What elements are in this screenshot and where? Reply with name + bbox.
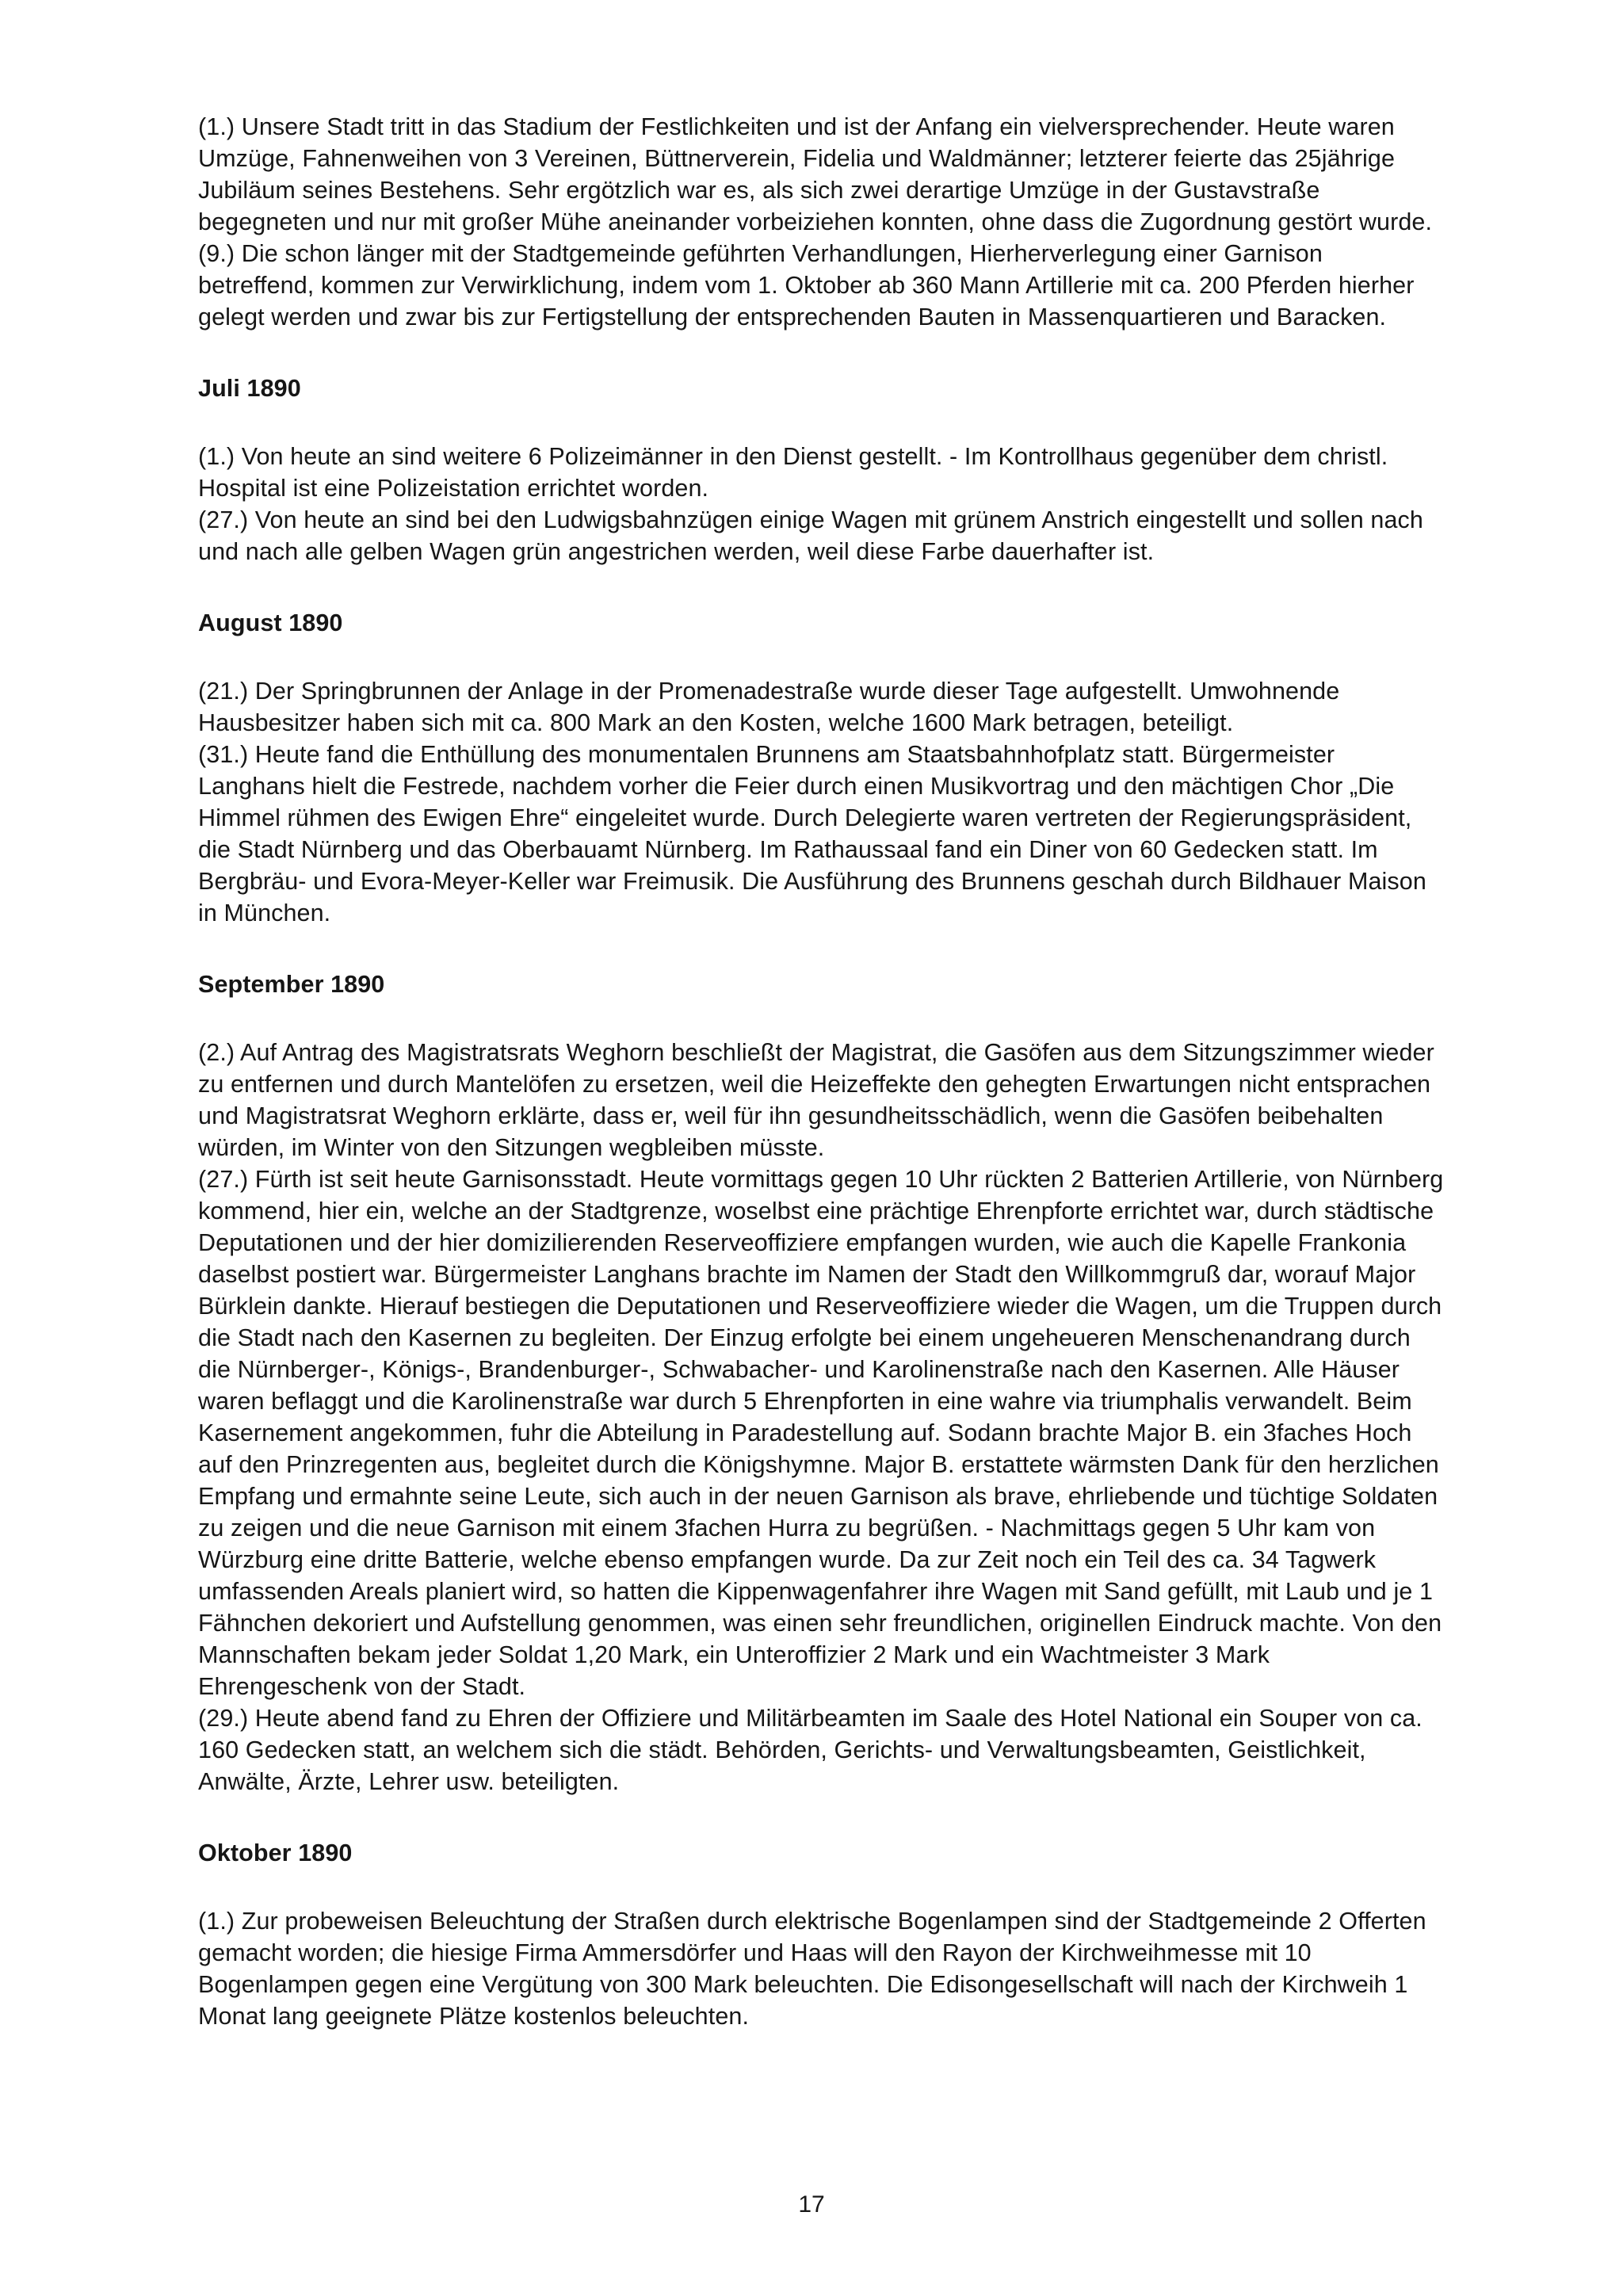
- page-number: 17: [798, 2191, 825, 2218]
- section-heading: Juli 1890: [198, 375, 301, 402]
- chronicle-entry: (27.) Fürth ist seit heute Garnisonsstadt. Heute vormittags gegen 10 Uhr rückten 2 Batterien Artillerie, von Nürnberg kommend, hier ein, welche an der Stadtgrenze, woselbst eine prächtige Ehrenpforte errichtet war, durch städtische Deputationen und der hier domizilierenden Reserveoffiziere empfangen wurden, wie auch die Kapelle Frankonia daselbst postiert war. Bürgermeister Langhans brachte im Namen der Stadt den Willkommgruß dar, worauf Major Bürklein dankte. Hierauf bestiegen die Deputationen und Reserveoffiziere wieder die Wagen, um die Truppen durch die Stadt nach den Kasernen zu begleiten. Der Einzug erfolgte bei einem ungeheueren Menschenandrang durch die Nürnberger-, Königs-, Brandenburger-, Schwabacher- und Karolinenstraße nach den Kasernen. Alle Häuser waren beflaggt und die Karolinenstraße war durch 5 Ehrenpforten in eine wahre via triumphalis verwandelt. Beim Kasernement angekommen, fuhr die Abteilung in Paradestellung auf. Sodann brachte Major B. ein 3faches Hoch auf den Prinzregenten aus, begleitet durch die Königshymne. Major B. erstattete wärmsten Dank für den herzlichen Empfang und ermahnte seine Leute, sich auch in der neuen Garnison als brave, ehrliebende und tüchtige Soldaten zu zeigen und die neue Garnison mit einem 3fachen Hurra zu begrüßen. - Nachmittags gegen 5 Uhr kam von Würzburg eine dritte Batterie, welche ebenso empfangen wurde. Da zur Zeit noch ein Teil des ca. 34 Tagwerk umfassenden Areals planiert wird, so hatten die Kippenwagenfahrer ihre Wagen mit Sand gefüllt, mit Laub und je 1 Fähnchen dekoriert und Aufstellung genommen, was einen sehr freundlichen, originellen Eindruck machte. Von den Mannschaften bekam jeder Soldat 1,20 Mark, ein Unteroffizier 2 Mark und ein Wachtmeister 3 Mark Ehrengeschenk von der Stadt.: [198, 1166, 1444, 1700]
- section-heading: September 1890: [198, 971, 385, 998]
- chronicle-entry: (1.) Zur probeweisen Beleuchtung der Straßen durch elektrische Bogenlampen sind der Stadtgemeinde 2 Offerten gemacht worden; die hiesige Firma Ammersdörfer und Haas will den Rayon der Kirchweihmesse mit 10 Bogenlampen gegen eine Vergütung von 300 Mark beleuchten. Die Edisongesellschaft will nach der Kirchweih 1 Monat lang geeignete Plätze kostenlos beleuchten.: [198, 1908, 1426, 2030]
- chronicle-entry: (29.) Heute abend fand zu Ehren der Offiziere und Militärbeamten im Saale des Hotel National ein Souper von ca. 160 Gedecken statt, an welchem sich die städt. Behörden, Gerichts- und Verwaltungsbeamten, Geistlichkeit, Anwälte, Ärzte, Lehrer usw. beteiligten.: [198, 1705, 1423, 1795]
- chronicle-entry: (1.) Unsere Stadt tritt in das Stadium der Festlichkeiten und ist der Anfang ein vielversprechender. Heute waren Umzüge, Fahnenweihen von 3 Vereinen, Büttnerverein, Fidelia und Waldmänner; letzterer feierte das 25jährige Jubiläum seines Bestehens. Sehr ergötzlich war es, als sich zwei derartige Umzüge in der Gustavstraße begegneten und nur mit großer Mühe aneinander vorbeiziehen konnten, ohne dass die Zugordnung gestört wurde.: [198, 113, 1433, 235]
- section-heading: August 1890: [198, 609, 343, 636]
- chronicle-entry: (21.) Der Springbrunnen der Anlage in der Promenadestraße wurde dieser Tage aufgestellt. Umwohnende Hausbesitzer haben sich mit ca. 800 Mark an den Kosten, welche 1600 Mark betragen, beteiligt.: [198, 678, 1340, 736]
- chronicle-entry: (31.) Heute fand die Enthüllung des monumentalen Brunnens am Staatsbahnhofplatz statt. Bürgermeister Langhans hielt die Festrede, nachdem vorher die Feier durch einen Musikvortrag und den mächtigen Chor „Die Himmel rühmen des Ewigen Ehre“ eingeleitet wurde. Durch Delegierte waren vertreten der Regierungspräsident, die Stadt Nürnberg und das Oberbauamt Nürnberg. Im Rathaussaal fand ein Diner von 60 Gedecken statt. Im Bergbräu- und Evora-Meyer-Keller war Freimusik. Die Ausführung des Brunnens geschah durch Bildhauer Maison in München.: [198, 741, 1426, 926]
- page-content: [198, 111, 1444, 2032]
- chronicle-entry: (2.) Auf Antrag des Magistratsrats Weghorn beschließt der Magistrat, die Gasöfen aus dem Sitzungszimmer wieder zu entfernen und durch Mantelöfen zu ersetzen, weil die Heizeffekte den gehegten Erwartungen nicht entsprachen und Magistratsrat Weghorn erklärte, dass er, weil für ihn gesundheitsschädlich, wenn die Gasöfen beibehalten würden, im Winter von den Sitzungen wegbleiben müsste.: [198, 1039, 1434, 1161]
- chronicle-entry: (9.) Die schon länger mit der Stadtgemeinde geführten Verhandlungen, Hierherverlegung einer Garnison betreffend, kommen zur Verwirklichung, indem vom 1. Oktober ab 360 Mann Artillerie mit ca. 200 Pferden hierher gelegt werden und zwar bis zur Fertigstellung der entsprechenden Bauten in Massenquartieren und Baracken.: [198, 240, 1415, 330]
- chronicle-entry: (1.) Von heute an sind weitere 6 Polizeimänner in den Dienst gestellt. - Im Kontrollhaus gegenüber dem christl. Hospital ist eine Polizeistation errichtet worden.: [198, 443, 1388, 502]
- section-heading: Oktober 1890: [198, 1839, 353, 1866]
- chronicle-entry: (27.) Von heute an sind bei den Ludwigsbahnzügen einige Wagen mit grünem Anstrich eingestellt und sollen nach und nach alle gelben Wagen grün angestrichen werden, weil diese Farbe dauerhafter ist.: [198, 506, 1423, 565]
